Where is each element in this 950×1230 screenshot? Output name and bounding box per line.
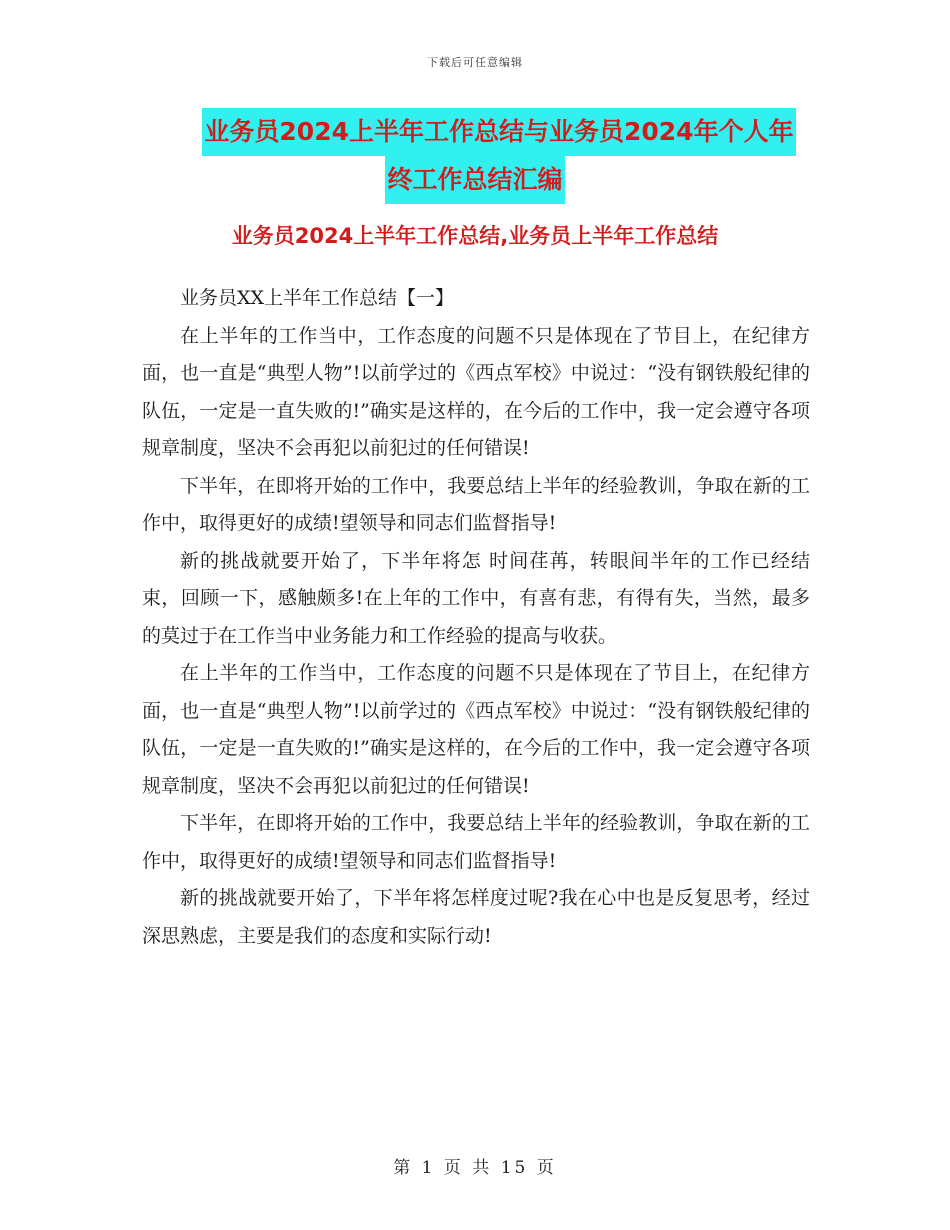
paragraph: 下半年，在即将开始的工作中，我要总结上半年的经验教训，争取在新的工作中，取得更好的成绩!望领导和同志们监督指导!: [142, 474, 810, 534]
document-title: [0, 108, 950, 204]
paragraph: 在上半年的工作当中，工作态度的问题不只是体现在了节目上，在纪律方面，也一直是“典型人物”!以前学过的《西点军校》中说过：“没有钢铁般纪律的队伍，一定是一直失败的!”确实是这样的，在今后的工作中，我一定会遵守各项规章制度，坚决不会再犯以前犯过的任何错误!: [142, 662, 810, 797]
title-line-1: 业务员2024上半年工作总结与业务员2024年个人年: [202, 108, 795, 156]
title-line-2: 终工作总结汇编: [385, 156, 564, 204]
document-body: [142, 280, 810, 955]
paragraph: 新的挑战就要开始了，下半年将怎样度过呢?我在心中也是反复思考，经过深思熟虑，主要是我们的态度和实际行动!: [142, 887, 810, 947]
paragraph: 业务员XX上半年工作总结【一】: [180, 287, 455, 309]
paragraph: 在上半年的工作当中，工作态度的问题不只是体现在了节目上，在纪律方面，也一直是“典型人物”!以前学过的《西点军校》中说过：“没有钢铁般纪律的队伍，一定是一直失败的!”确实是这样的，在今后的工作中，我一定会遵守各项规章制度，坚决不会再犯以前犯过的任何错误!: [142, 324, 810, 459]
paragraph: 下半年，在即将开始的工作中，我要总结上半年的经验教训，争取在新的工作中，取得更好的成绩!望领导和同志们监督指导!: [142, 812, 810, 872]
page-number: 第 1 页 共 15 页: [393, 1158, 557, 1178]
section-subtitle: 业务员2024上半年工作总结,业务员上半年工作总结: [231, 224, 719, 248]
header-note: 下载后可任意编辑: [427, 56, 523, 69]
paragraph: 新的挑战就要开始了，下半年将怎 时间荏苒，转眼间半年的工作已经结束，回顾一下，感触颇多!在上年的工作中，有喜有悲，有得有失，当然，最多的莫过于在工作当中业务能力和工作经验的提高与收获。: [142, 549, 810, 647]
